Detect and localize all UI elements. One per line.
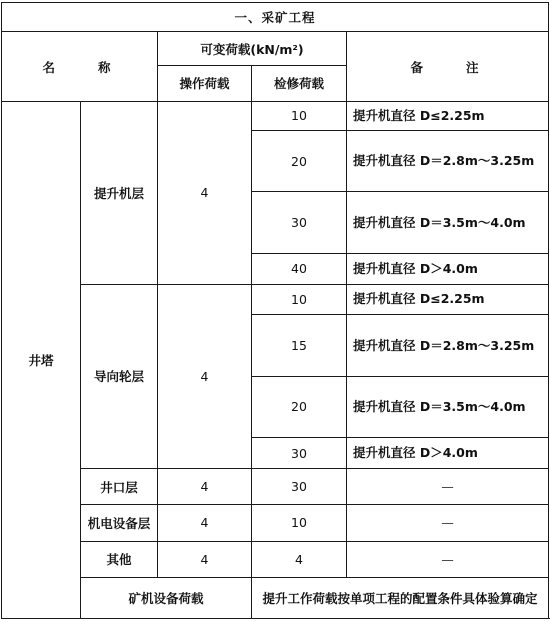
title-row bbox=[2, 3, 549, 32]
maintenance-value: 30 bbox=[252, 469, 347, 505]
mining-equipment-label: 矿机设备荷载 bbox=[81, 578, 252, 619]
maintenance-value: 20 bbox=[252, 376, 347, 437]
remark-cell: 提升机直径 D≤2.25m bbox=[347, 284, 549, 314]
guide-floor-label: 导向轮层 bbox=[81, 284, 158, 469]
remarks-header: 备 注 bbox=[347, 32, 549, 101]
table-row bbox=[2, 469, 549, 505]
other-floor-label: 其他 bbox=[81, 541, 158, 578]
remark-cell: — bbox=[347, 505, 549, 542]
remark-cell: 提升机直径 D＝2.8m～3.25m bbox=[347, 314, 549, 376]
table-row bbox=[2, 284, 549, 314]
table-title: 一、采矿工程 bbox=[2, 3, 549, 32]
remark-cell: — bbox=[347, 469, 549, 505]
maintenance-value: 4 bbox=[252, 541, 347, 578]
hoist-floor-operation: 4 bbox=[158, 101, 252, 284]
guide-floor-operation: 4 bbox=[158, 284, 252, 469]
maintenance-value: 10 bbox=[252, 505, 347, 542]
maintenance-value: 10 bbox=[252, 101, 347, 130]
remark-cell: 提升机直径 D≤2.25m bbox=[347, 101, 549, 130]
load-spec-table bbox=[1, 2, 549, 619]
table-row bbox=[2, 505, 549, 542]
remark-cell: 提升机直径 D＝2.8m～3.25m bbox=[347, 131, 549, 192]
maintenance-value: 20 bbox=[252, 131, 347, 192]
table-row bbox=[2, 541, 549, 578]
maintenance-value: 40 bbox=[252, 254, 347, 284]
maintenance-value: 30 bbox=[252, 192, 347, 254]
maintenance-value: 10 bbox=[252, 284, 347, 314]
electromech-floor-label: 机电设备层 bbox=[81, 505, 158, 542]
remark-cell: 提升机直径 D＝3.5m～4.0m bbox=[347, 192, 549, 254]
table-row bbox=[2, 101, 549, 130]
remark-cell: 提升机直径 D＝3.5m～4.0m bbox=[347, 376, 549, 437]
header-row-1 bbox=[2, 32, 549, 66]
remark-cell: 提升机直径 D＞4.0m bbox=[347, 254, 549, 284]
name-header: 名 称 bbox=[2, 32, 158, 101]
other-floor-operation: 4 bbox=[158, 541, 252, 578]
table-row bbox=[2, 578, 549, 619]
wellhead-floor-label: 井口层 bbox=[81, 469, 158, 505]
remark-cell: 提升机直径 D＞4.0m bbox=[347, 437, 549, 469]
shaft-tower-label: 井塔 bbox=[2, 101, 81, 618]
mining-equipment-note: 提升工作荷载按单项工程的配置条件具体验算确定 bbox=[252, 578, 549, 619]
maintenance-load-header: 检修荷载 bbox=[252, 66, 347, 102]
maintenance-value: 30 bbox=[252, 437, 347, 469]
variable-load-header: 可变荷载(kN/m²) bbox=[158, 32, 347, 66]
electromech-floor-operation: 4 bbox=[158, 505, 252, 542]
wellhead-floor-operation: 4 bbox=[158, 469, 252, 505]
remark-cell: — bbox=[347, 541, 549, 578]
hoist-floor-label: 提升机层 bbox=[81, 101, 158, 284]
maintenance-value: 15 bbox=[252, 314, 347, 376]
operation-load-header: 操作荷载 bbox=[158, 66, 252, 102]
